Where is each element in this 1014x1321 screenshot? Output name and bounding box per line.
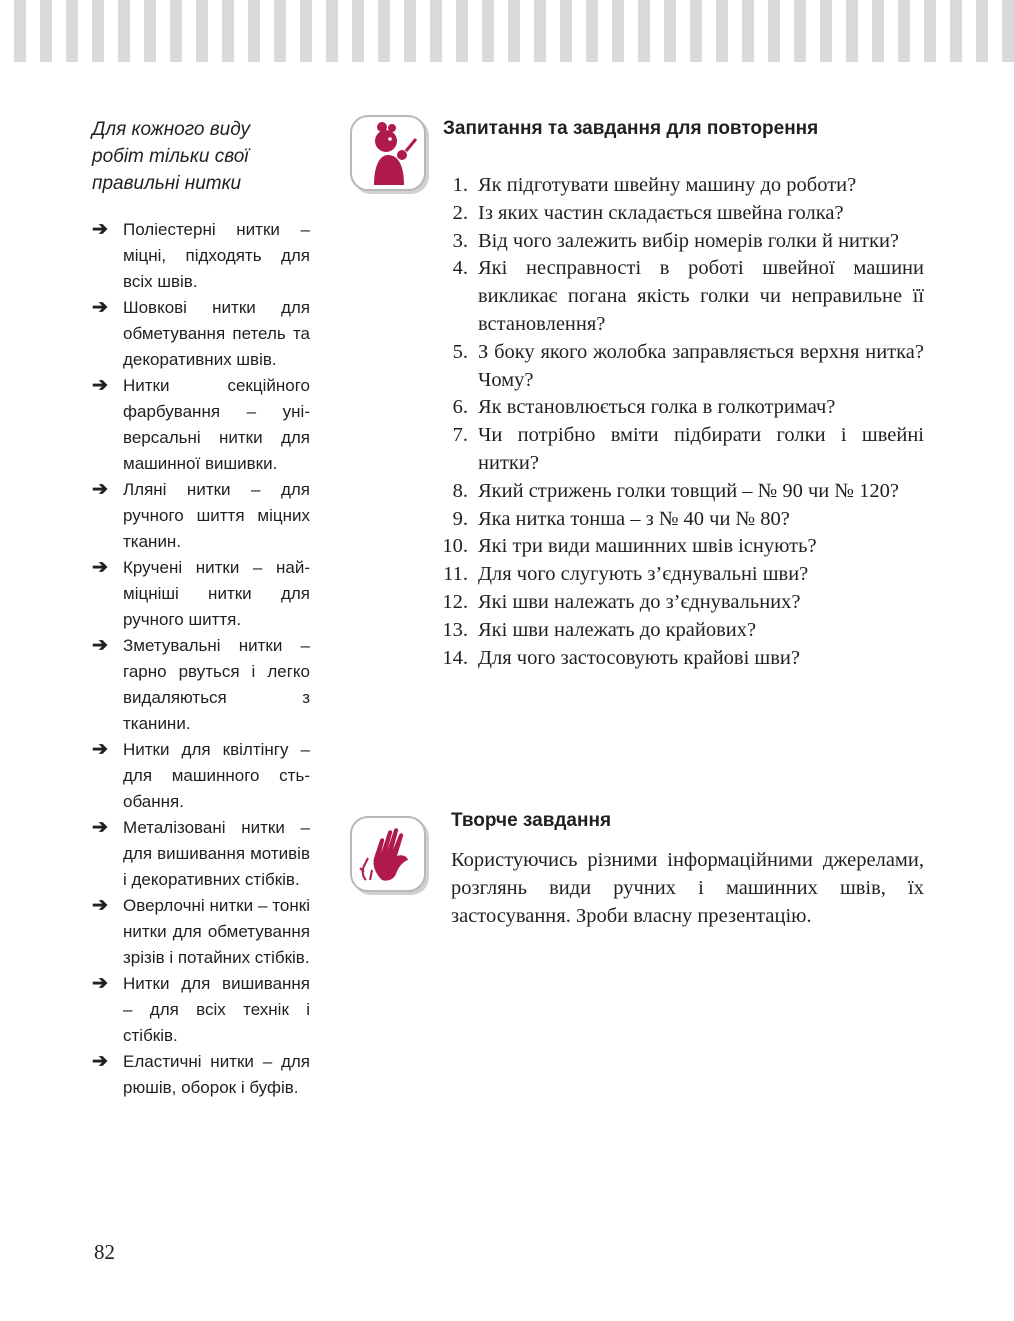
item-number: 2. — [452, 201, 468, 224]
decorative-stripe-header — [0, 0, 1014, 62]
creative-heading: Творче завдання — [451, 810, 612, 831]
list-item — [434, 589, 924, 617]
list-item-text: Нитки для вишивання – для всіх технік і стібків. — [123, 974, 310, 1045]
list-item — [434, 339, 924, 395]
page-number: 82 — [94, 1240, 115, 1264]
list-item — [92, 555, 310, 633]
list-item-text: Оверлочні нитки – тонкі нитки для обметування зрізів і потайних стібків. — [123, 896, 310, 967]
sidebar-column — [92, 116, 310, 1101]
girl-thinking-icon — [350, 115, 426, 191]
arrow-icon: ➔ — [92, 817, 108, 838]
questions-list — [434, 172, 924, 672]
item-text: Для чого застосовують крайові шви? — [478, 646, 800, 669]
list-item — [92, 893, 310, 971]
arrow-icon: ➔ — [92, 479, 108, 500]
list-item — [92, 815, 310, 893]
item-text: Які шви належать до крайових? — [478, 618, 757, 641]
arrow-icon: ➔ — [92, 973, 108, 994]
list-item — [92, 217, 310, 295]
item-number: 6. — [452, 396, 468, 419]
item-text: Як встановлюється голка в голкотримач? — [478, 396, 836, 419]
sidebar-tip — [92, 116, 310, 197]
item-number: 9. — [452, 507, 468, 530]
item-number: 4. — [452, 257, 468, 280]
list-item-text: Зметувальні нитки – гарно рвуться і легко видаляються з тканини. — [123, 636, 310, 733]
list-item — [434, 645, 924, 673]
list-item — [92, 1049, 310, 1101]
list-item — [434, 617, 924, 645]
item-text: Які три види машинних швів існують? — [478, 535, 817, 558]
list-item — [434, 172, 924, 200]
creative-task-text: Користуючись різними інформаційними джерелами, розглянь види ручних і машинних швів, їх застосування. Зроби власну презентацію. — [451, 849, 924, 927]
list-item — [92, 633, 310, 737]
questions-heading: Запитання та завдання для повторення — [443, 118, 819, 139]
arrow-icon: ➔ — [92, 557, 108, 578]
item-text: Як підготувати швейну машину до роботи? — [478, 174, 857, 196]
arrow-icon: ➔ — [92, 297, 108, 318]
list-item — [434, 506, 924, 534]
item-number: 10. — [442, 535, 468, 558]
item-number: 3. — [452, 229, 468, 252]
item-text: Від чого залежить вибір номерів голки й нитки? — [478, 229, 900, 252]
list-item-text: Шовкові нитки для обметування петель та декоративних швів. — [123, 298, 310, 369]
list-item — [92, 295, 310, 373]
list-item-text: Еластичні нитки – для рюшів, оборок і буфів. — [123, 1052, 310, 1097]
item-text: Чи потрібно вміти підбирати голки і швейні нитки? — [478, 424, 924, 474]
arrow-icon: ➔ — [92, 739, 108, 760]
item-number: 13. — [442, 618, 468, 641]
list-item — [434, 561, 924, 589]
list-item — [434, 228, 924, 256]
item-text: Яка нитка тонша – з № 40 чи № 80? — [478, 507, 790, 530]
arrow-icon: ➔ — [92, 635, 108, 656]
tip-line: правильні нитки — [92, 173, 242, 194]
item-text: Які шви належать до з’єднувальних? — [478, 590, 801, 613]
list-item — [92, 477, 310, 555]
arrow-icon: ➔ — [92, 1051, 108, 1072]
list-item — [92, 737, 310, 815]
item-number: 7. — [452, 424, 468, 447]
tip-line: робіт тільки свої — [92, 146, 249, 167]
list-item-text: Кручені нитки – найміцніші нитки для ручного шиття. — [123, 558, 310, 629]
item-number: 8. — [452, 479, 468, 502]
list-item — [92, 373, 310, 477]
item-number: 1. — [452, 174, 468, 196]
list-item-text: Нитки секційного фарбування – універсальні нитки для машинної вишивки. — [123, 376, 310, 473]
arrow-icon: ➔ — [92, 375, 108, 396]
item-text: З боку якого жолобка заправляється верхня нитка? Чому? — [478, 340, 924, 391]
list-item — [434, 200, 924, 228]
list-item-text: Нитки для квілтінгу – для машинного стьобання. — [123, 740, 310, 811]
list-item-text: Лляні нитки – для ручного шиття міцних тканин. — [123, 480, 310, 551]
list-item — [434, 394, 924, 422]
item-text: Для чого слугують з’єднувальні шви? — [478, 563, 809, 586]
list-item-text: Металізовані нитки – для вишивання мотивів і декоративних стібків. — [123, 818, 310, 889]
arrow-icon: ➔ — [92, 219, 108, 240]
item-text: Який стрижень голки товщий – № 90 чи № 120? — [478, 479, 899, 502]
list-item — [434, 478, 924, 506]
item-number: 11. — [443, 563, 468, 586]
list-item — [434, 255, 924, 338]
list-item — [434, 422, 924, 478]
list-item-text: Поліестерні нитки – міцні, підходять для всіх швів. — [123, 220, 310, 291]
arrow-icon: ➔ — [92, 895, 108, 916]
thread-types-list — [92, 217, 310, 1101]
list-item — [92, 971, 310, 1049]
tip-line: Для кожного виду — [92, 119, 251, 140]
item-text: Які несправності в роботі швейної машини викликає погана якість голки чи неправильне її встановлення? — [478, 257, 924, 335]
item-text: Із яких частин складається швейна голка? — [478, 201, 844, 224]
item-number: 12. — [442, 590, 468, 613]
item-number: 5. — [452, 340, 468, 363]
hands-icon — [350, 816, 426, 892]
item-number: 14. — [442, 646, 468, 669]
list-item — [434, 533, 924, 561]
